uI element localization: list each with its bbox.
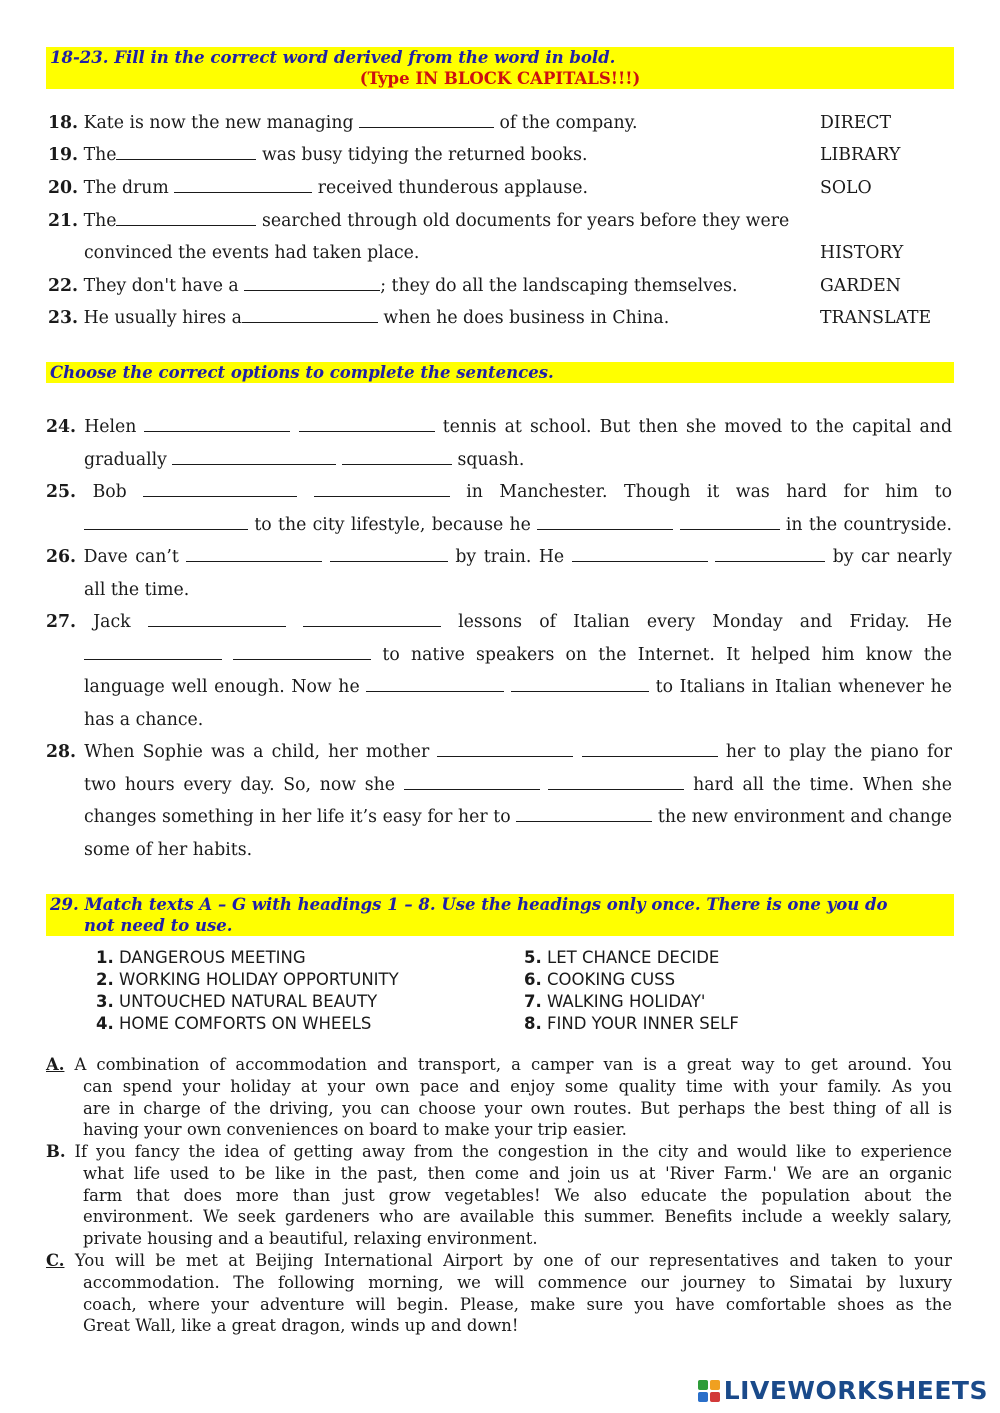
heading-number: 8. xyxy=(524,1014,542,1033)
question-number: 18. xyxy=(48,113,79,133)
question-text: of the company. xyxy=(499,113,638,133)
question-text: Bob xyxy=(92,482,127,502)
root-word-19: LIBRARY xyxy=(820,145,901,165)
question-number: 27. xyxy=(46,612,77,632)
answer-blank-27b[interactable] xyxy=(303,612,441,627)
text-b-line: farm that does more than just grow vegetables! We also educate the population about the xyxy=(83,1185,952,1205)
section-3-title-cont: not need to use. xyxy=(84,916,233,935)
answer-blank-28b[interactable] xyxy=(582,742,718,757)
text-a-line xyxy=(46,1054,952,1076)
question-text: received thunderous applause. xyxy=(317,178,589,198)
question-number: 20. xyxy=(48,178,79,198)
heading-5 xyxy=(524,947,719,969)
question-text: searched through old documents for years before they were xyxy=(261,211,790,231)
text-a-letter[interactable]: A. xyxy=(46,1055,65,1074)
heading-number: 7. xyxy=(524,992,542,1011)
heading-number: 6. xyxy=(524,970,542,989)
question-text: language well enough. Now he xyxy=(84,677,360,697)
question-22 xyxy=(48,275,738,297)
heading-number: 2. xyxy=(96,970,114,989)
heading-2 xyxy=(96,969,399,991)
answer-blank-27f[interactable] xyxy=(511,677,649,692)
text-b-line: environment. We seek gardeners who are available this summer. Benefits include a weekly salary, xyxy=(83,1207,952,1227)
question-text: by train. He xyxy=(455,547,565,567)
root-word-20: SOLO xyxy=(820,178,872,198)
section-2-title: Choose the correct options to complete the sentences. xyxy=(50,363,554,382)
answer-blank-24c[interactable] xyxy=(172,450,336,465)
text-c-letter[interactable]: C. xyxy=(46,1251,65,1270)
question-number: 22. xyxy=(48,276,79,296)
root-word-23: TRANSLATE xyxy=(820,308,932,328)
answer-blank-27c[interactable] xyxy=(84,645,222,660)
section-1-subtitle: (Type IN BLOCK CAPITALS!!!) xyxy=(359,69,641,88)
question-26-line-1 xyxy=(46,546,952,568)
answer-blank-26d[interactable] xyxy=(715,547,825,562)
text-b-line xyxy=(46,1141,952,1163)
question-text: the new environment and change xyxy=(657,807,952,827)
question-27-line-3 xyxy=(84,676,952,698)
answer-blank-27a[interactable] xyxy=(148,612,286,627)
answer-blank-25c[interactable] xyxy=(84,515,248,530)
liveworksheets-logo xyxy=(698,1376,988,1405)
heading-text: WALKING HOLIDAY' xyxy=(547,992,706,1011)
question-text: to the city lifestyle, because he xyxy=(254,515,531,535)
question-text: tennis at school. But then she moved to the capital and xyxy=(442,417,953,437)
answer-blank-21[interactable] xyxy=(116,211,256,226)
text-a-line: having your own conveniences on board to make your trip easier. xyxy=(83,1120,627,1140)
text-b-line: private housing and a beautiful, relaxing environment. xyxy=(83,1229,538,1249)
question-text: The xyxy=(83,211,117,231)
text-a-line: can spend your holiday at your own pace and enjoy some quality time with your family. As you xyxy=(83,1076,952,1096)
question-25-line-1 xyxy=(46,481,952,503)
answer-blank-22[interactable] xyxy=(244,276,380,291)
question-19 xyxy=(48,144,588,166)
heading-number: 5. xyxy=(524,948,542,967)
text-b-letter[interactable]: B. xyxy=(46,1142,66,1161)
question-text: when he does business in China. xyxy=(383,308,670,328)
question-text: in Manchester. Though it was hard for him to xyxy=(466,482,952,502)
heading-number: 3. xyxy=(96,992,114,1011)
question-21 xyxy=(48,210,789,232)
question-text: hard all the time. When she xyxy=(693,775,953,795)
answer-blank-24a[interactable] xyxy=(144,417,290,432)
heading-text: COOKING CUSS xyxy=(547,970,676,989)
section-1-banner xyxy=(46,47,954,89)
question-text: two hours every day. So, now she xyxy=(84,775,395,795)
question-number: 25. xyxy=(46,482,77,502)
text-b-line: what life used to be like in the past, then come and join us at 'River Farm.' We are an organic xyxy=(83,1163,952,1183)
question-text: Kate is now the new managing xyxy=(83,113,354,133)
heading-6 xyxy=(524,969,675,991)
logo-text: LIVEWORKSHEETS xyxy=(723,1376,988,1405)
answer-blank-20[interactable] xyxy=(174,178,312,193)
question-number: 24. xyxy=(46,417,77,437)
liveworksheets-logo-mark xyxy=(698,1380,720,1402)
root-word-21: HISTORY xyxy=(820,243,904,263)
question-text: to native speakers on the Internet. It helped him know the xyxy=(382,645,953,665)
text-a xyxy=(46,1054,952,1141)
heading-7 xyxy=(524,991,705,1013)
question-text: The xyxy=(83,145,117,165)
heading-text: UNTOUCHED NATURAL BEAUTY xyxy=(119,992,378,1011)
question-28-line-2 xyxy=(84,774,952,796)
question-text: changes something in her life it’s easy for her to xyxy=(84,807,511,827)
question-number: 21. xyxy=(48,211,79,231)
root-word-22: GARDEN xyxy=(820,276,901,296)
answer-blank-25d[interactable] xyxy=(537,515,673,530)
heading-number: 1. xyxy=(96,948,114,967)
answer-blank-26c[interactable] xyxy=(572,547,708,562)
question-text: gradually xyxy=(84,450,167,470)
question-24-line-1 xyxy=(46,416,952,438)
text-b xyxy=(46,1141,952,1250)
question-text: squash. xyxy=(457,450,525,470)
root-word-18: DIRECT xyxy=(820,113,892,133)
question-text: Jack xyxy=(93,612,131,632)
heading-4 xyxy=(96,1013,371,1035)
answer-blank-27e[interactable] xyxy=(366,677,504,692)
text-line: If you fancy the idea of getting away from the congestion in the city and would like to experience xyxy=(74,1142,952,1161)
question-number: 28. xyxy=(46,742,77,762)
question-number: 23. xyxy=(48,308,79,328)
answer-blank-25b[interactable] xyxy=(314,482,450,497)
text-c-line: coach, where your adventure will begin. Please, make sure you have comfortable shoes as the xyxy=(83,1294,952,1314)
text-c-line xyxy=(46,1250,952,1272)
question-25-line-2 xyxy=(84,514,952,536)
question-text: her to play the piano for xyxy=(725,742,953,762)
answer-blank-26a[interactable] xyxy=(186,547,322,562)
section-3-banner xyxy=(46,894,954,936)
question-text: Helen xyxy=(84,417,137,437)
question-text: lessons of Italian every Monday and Friday. He xyxy=(458,612,953,632)
question-28-line-1 xyxy=(46,741,952,763)
answer-blank-24b[interactable] xyxy=(299,417,435,432)
answer-blank-18[interactable] xyxy=(359,113,494,128)
question-text: Dave can’t xyxy=(83,547,179,567)
question-text: was busy tidying the returned books. xyxy=(261,145,588,165)
question-text: to Italians in Italian whenever he xyxy=(655,677,952,697)
answer-blank-23[interactable] xyxy=(242,308,378,323)
text-line: You will be met at Beijing International Airport by one of our representatives and taken to your xyxy=(74,1251,952,1270)
question-26-line-2: all the time. xyxy=(84,580,190,600)
question-text: He usually hires a xyxy=(83,308,242,328)
question-text: in the countryside. xyxy=(785,515,952,535)
question-23 xyxy=(48,307,669,329)
question-text: by car nearly xyxy=(832,547,952,567)
question-28-line-4: some of her habits. xyxy=(84,840,253,860)
heading-3 xyxy=(96,991,377,1013)
answer-blank-25a[interactable] xyxy=(143,482,297,497)
heading-8 xyxy=(524,1013,739,1035)
answer-blank-27d[interactable] xyxy=(233,645,371,660)
question-27-line-1 xyxy=(46,611,952,633)
answer-blank-28c[interactable] xyxy=(404,775,540,790)
question-27-line-4: has a chance. xyxy=(84,710,204,730)
heading-text: FIND YOUR INNER SELF xyxy=(547,1014,739,1033)
question-20 xyxy=(48,177,588,199)
question-18 xyxy=(48,112,638,134)
question-text: ; they do all the landscaping themselves. xyxy=(380,276,738,296)
question-number: 26. xyxy=(46,547,77,567)
heading-text: LET CHANCE DECIDE xyxy=(547,948,720,967)
question-text: The drum xyxy=(83,178,169,198)
question-27-line-2 xyxy=(84,644,952,666)
text-c-line: Great Wall, like a great dragon, winds up and down! xyxy=(83,1316,519,1336)
section-3-title: 29. Match texts A – G with headings 1 – 8. Use the headings only once. There is one you do xyxy=(50,895,888,914)
text-line: A combination of accommodation and transport, a camper van is a great way to get around. You xyxy=(74,1055,952,1074)
question-21-line-2: convinced the events had taken place. xyxy=(84,243,420,263)
text-c xyxy=(46,1250,952,1337)
heading-1 xyxy=(96,947,306,969)
heading-text: DANGEROUS MEETING xyxy=(119,948,306,967)
heading-text: HOME COMFORTS ON WHEELS xyxy=(119,1014,372,1033)
section-2-banner xyxy=(46,362,954,383)
answer-blank-28a[interactable] xyxy=(437,742,573,757)
answer-blank-19[interactable] xyxy=(116,145,256,160)
question-text: They don't have a xyxy=(83,276,239,296)
answer-blank-28e[interactable] xyxy=(516,807,652,822)
answer-blank-28d[interactable] xyxy=(548,775,684,790)
answer-blank-24d[interactable] xyxy=(342,450,452,465)
text-a-line: are in charge of the driving, you can choose your own routes. But perhaps the best thing of all is xyxy=(83,1098,952,1118)
question-28-line-3 xyxy=(84,806,952,828)
answer-blank-25e[interactable] xyxy=(680,515,780,530)
question-text: When Sophie was a child, her mother xyxy=(84,742,430,762)
text-c-line: accommodation. The following morning, we will commence our journey to Simatai by luxury xyxy=(83,1272,952,1292)
question-24-line-2 xyxy=(84,449,524,471)
answer-blank-26b[interactable] xyxy=(330,547,448,562)
heading-number: 4. xyxy=(96,1014,114,1033)
heading-text: WORKING HOLIDAY OPPORTUNITY xyxy=(119,970,399,989)
question-number: 19. xyxy=(48,145,79,165)
section-1-title: 18-23. Fill in the correct word derived from the word in bold. xyxy=(50,48,616,67)
